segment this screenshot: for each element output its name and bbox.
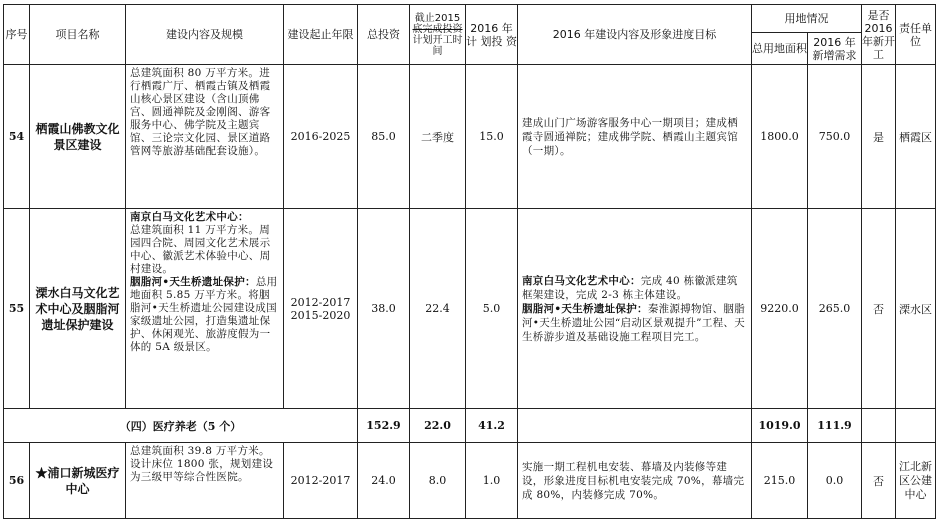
row-period bbox=[284, 209, 358, 409]
category-invest2016: 41.2 bbox=[466, 409, 518, 443]
table-row bbox=[4, 65, 936, 209]
row-land-new: 750.0 bbox=[808, 65, 862, 209]
row-scope: 总建筑面积 80 万平方米。进行栖霞广厅、栖霞古镇及栖霞山核心景区建设（含山顶佛宫、圆通禅院及金刚阁、游客服务中心、佛学院及主题宾馆、三论宗文化园、景区道路管网等旅游基础配套设施）。 bbox=[126, 65, 284, 209]
row-scope bbox=[126, 209, 284, 409]
row-new-start: 是 bbox=[862, 65, 896, 209]
header-row-1 bbox=[4, 5, 936, 33]
row-project-name: 栖霞山佛教文化景区建设 bbox=[30, 65, 126, 209]
row-invest2016: 1.0 bbox=[466, 443, 518, 519]
row-project-name: ★浦口新城医疗中心 bbox=[30, 443, 126, 519]
row-project-name: 溧水白马文化艺术中心及胭脂河遗址保护建设 bbox=[30, 209, 126, 409]
row-new-start: 否 bbox=[862, 443, 896, 519]
category-label: （四）医疗养老（5 个） bbox=[4, 409, 358, 443]
row-unit: 栖霞区 bbox=[896, 65, 936, 209]
row-content2016: 实施一期工程机电安装、幕墙及内装修等建设，形象进度目标机电安装完成 70%，幕墙完成 80%，内装修完成 70%。 bbox=[518, 443, 752, 519]
row-land-total: 1800.0 bbox=[752, 65, 808, 209]
row-scope: 总建筑面积 39.8 万平方米。设计床位 1800 张，规划建设为三级甲等综合性医院。 bbox=[126, 443, 284, 519]
row-content2016: 建成山门广场游客服务中心一期项目；建成栖霞寺圆通禅院；建成佛学院、栖霞山主题宾馆（一期）。 bbox=[518, 65, 752, 209]
row-total: 38.0 bbox=[358, 209, 410, 409]
content-a-title: 南京白马文化艺术中心： bbox=[522, 274, 641, 287]
header-scope: 建设内容及规模 bbox=[126, 5, 284, 65]
row-period: 2012-2017 bbox=[284, 443, 358, 519]
content-a-text: 完成 40 栋徽派建筑框架建设，完成 2-3 栋主体建设。 bbox=[522, 274, 738, 301]
table-row bbox=[4, 209, 936, 409]
header-period: 建设起止年限 bbox=[284, 5, 358, 65]
period-a: 2012-2017 bbox=[290, 295, 351, 309]
header-cumulative bbox=[410, 5, 466, 65]
header-name: 项目名称 bbox=[30, 5, 126, 65]
row-unit: 溧水区 bbox=[896, 209, 936, 409]
row-land-total: 215.0 bbox=[752, 443, 808, 519]
row-total: 24.0 bbox=[358, 443, 410, 519]
row-total: 85.0 bbox=[358, 65, 410, 209]
category-cumulative: 22.0 bbox=[410, 409, 466, 443]
category-row bbox=[4, 409, 936, 443]
category-land-new: 111.9 bbox=[808, 409, 862, 443]
scope-a-title: 南京白马文化艺术中心： bbox=[130, 211, 249, 223]
header-land-new: 2016 年新增需求 bbox=[808, 33, 862, 65]
period-b: 2015-2020 bbox=[290, 308, 351, 322]
category-total: 152.9 bbox=[358, 409, 410, 443]
row-land-new: 0.0 bbox=[808, 443, 862, 519]
category-empty-newstart bbox=[862, 409, 896, 443]
category-empty-content bbox=[518, 409, 752, 443]
row-seq: 56 bbox=[4, 443, 30, 519]
project-table bbox=[3, 4, 936, 519]
header-invest2016: 2016 年计 划投 资 bbox=[466, 5, 518, 65]
row-seq: 55 bbox=[4, 209, 30, 409]
header-unit: 责任单位 bbox=[896, 5, 936, 65]
table-row bbox=[4, 443, 936, 519]
row-unit: 江北新区公建中心 bbox=[896, 443, 936, 519]
row-land-total: 9220.0 bbox=[752, 209, 808, 409]
row-start-time: 二季度 bbox=[410, 65, 466, 209]
category-land-total: 1019.0 bbox=[752, 409, 808, 443]
row-cumulative: 8.0 bbox=[410, 443, 466, 519]
header-total: 总投资 bbox=[358, 5, 410, 65]
header-land-group: 用地情况 bbox=[752, 5, 862, 33]
row-content2016 bbox=[518, 209, 752, 409]
header-cumulative-top: 截止2015 bbox=[414, 12, 461, 24]
header-planned-start: 计划开工时间 bbox=[412, 34, 463, 57]
project-table-page bbox=[3, 4, 935, 520]
content-b-text: 秦淮源搏物馆、胭脂河•天生桥遗址公园“启动区景观提升”工程、天生桥游步道及基础设施工程项目完工。 bbox=[522, 302, 746, 343]
row-period: 2016-2025 bbox=[284, 65, 358, 209]
row-seq: 54 bbox=[4, 65, 30, 209]
content-b-title: 胭脂河•天生桥遗址保护： bbox=[522, 302, 648, 315]
header-new-start: 是否 2016 年新开工 bbox=[862, 5, 896, 65]
header-seq: 序号 bbox=[4, 5, 30, 65]
scope-b-title: 胭脂河•天生桥遗址保护： bbox=[130, 276, 256, 288]
scope-a-text: 总建筑面积 11 万平方米。周园四合院、周园文化艺术展示中心、徽派艺术体验中心、周村建设。 bbox=[130, 224, 271, 275]
row-land-new: 265.0 bbox=[808, 209, 862, 409]
row-invest2016: 15.0 bbox=[466, 65, 518, 209]
category-empty-unit bbox=[896, 409, 936, 443]
header-land-total: 总用地面积 bbox=[752, 33, 808, 65]
header-cumulative-mid: 底完成投资 bbox=[412, 23, 463, 35]
header-content2016: 2016 年建设内容及形象进度目标 bbox=[518, 5, 752, 65]
scope-b-text: 总用地面积 5.85 万平方米。将胭脂河•天生桥遗址公园建设成国家级遗址公园，打造集遗址保护、休闲观光、旅游度假为一体的 5A 级景区。 bbox=[130, 276, 278, 353]
row-cumulative: 22.4 bbox=[410, 209, 466, 409]
row-invest2016: 5.0 bbox=[466, 209, 518, 409]
row-new-start: 否 bbox=[862, 209, 896, 409]
